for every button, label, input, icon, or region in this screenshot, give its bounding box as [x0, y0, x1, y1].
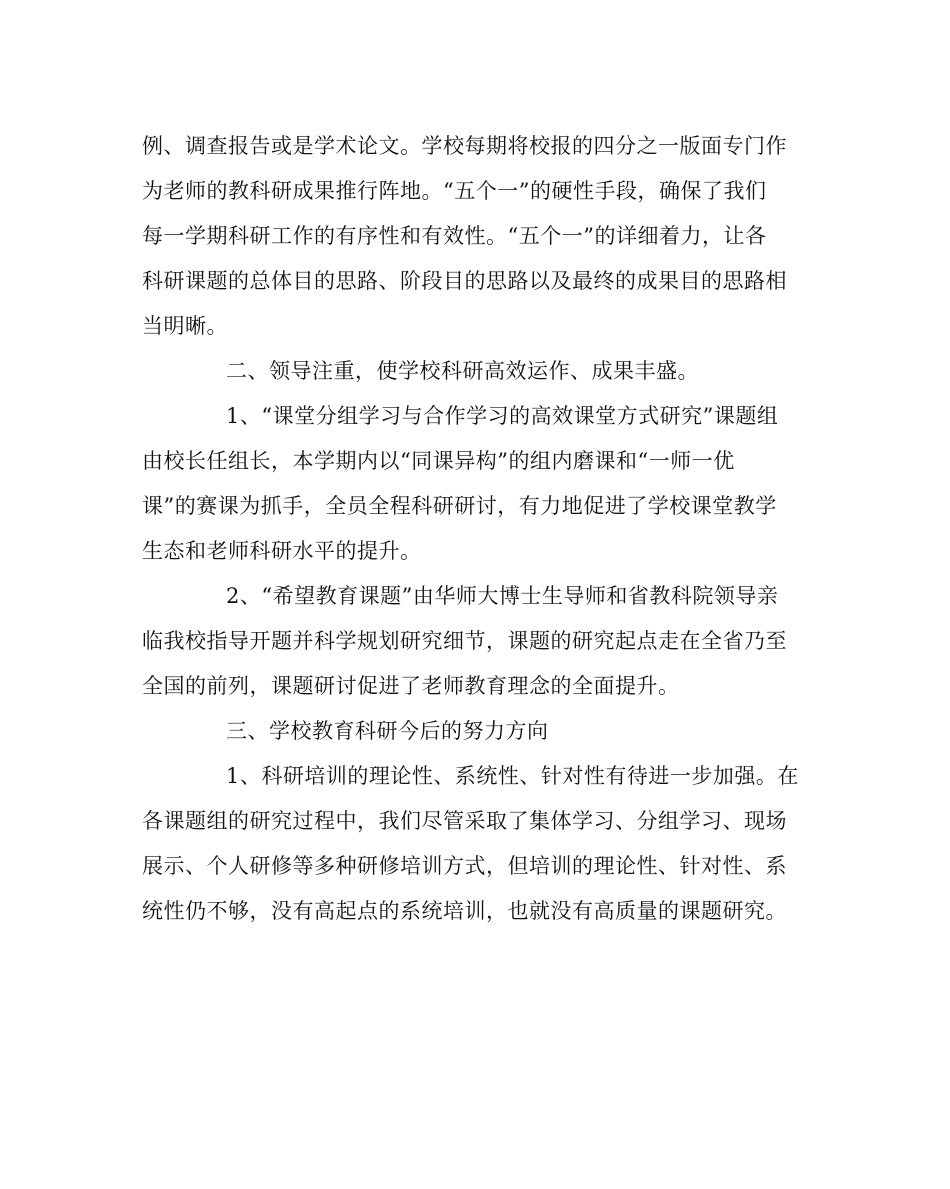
text-line: 当明晰。 — [142, 314, 228, 338]
paragraph-item-3-1 — [142, 754, 810, 934]
text-line: 全国的前列，课题研讨促进了老师教育理念的全面提升。 — [142, 674, 680, 698]
section-heading: 二、领导注重，使学校科研高效运作、成果丰盛。 — [226, 359, 699, 383]
paragraph-continuation — [142, 124, 810, 349]
text-line: 每一学期科研工作的有序性和有效性。“五个一”的详细着力，让各 — [142, 224, 767, 248]
text-line: 2、“希望教育课题”由华师大博士生导师和省教科院领导亲 — [226, 584, 779, 608]
text-line: 课”的赛课为抓手，全员全程科研研讨，有力地促进了学校课堂教学 — [142, 494, 777, 518]
text-line: 科研课题的总体目的思路、阶段目的思路以及最终的成果目的思路相 — [142, 269, 787, 293]
text-line: 由校长任组长，本学期内以“同课异构”的组内磨课和“一师一优 — [142, 449, 735, 473]
text-line: 为老师的教科研成果推行阵地。“五个一”的硬性手段，确保了我们 — [142, 179, 767, 203]
section-heading: 三、学校教育科研今后的努力方向 — [226, 719, 549, 743]
section-heading-2 — [142, 349, 810, 394]
text-line: 临我校指导开题并科学规划研究细节，课题的研究起点走在全省乃至 — [142, 629, 787, 653]
paragraph-item-2-1 — [142, 394, 810, 574]
section-heading-3 — [142, 709, 810, 754]
document-body — [142, 124, 810, 934]
paragraph-item-2-2 — [142, 574, 810, 709]
text-line: 各课题组的研究过程中，我们尽管采取了集体学习、分组学习、现场 — [142, 809, 787, 833]
text-line: 例、调查报告或是学术论文。学校每期将校报的四分之一版面专门作 — [142, 134, 787, 158]
text-line: 1、科研培训的理论性、系统性、针对性有待进一步加强。在 — [226, 764, 799, 788]
text-line: 统性仍不够，没有高起点的系统培训，也就没有高质量的课题研究。 — [142, 899, 787, 923]
text-line: 生态和老师科研水平的提升。 — [142, 539, 422, 563]
text-line: 展示、个人研修等多种研修培训方式，但培训的理论性、针对性、系 — [142, 854, 787, 878]
text-line: 1、“课堂分组学习与合作学习的高效课堂方式研究”课题组 — [226, 404, 779, 428]
